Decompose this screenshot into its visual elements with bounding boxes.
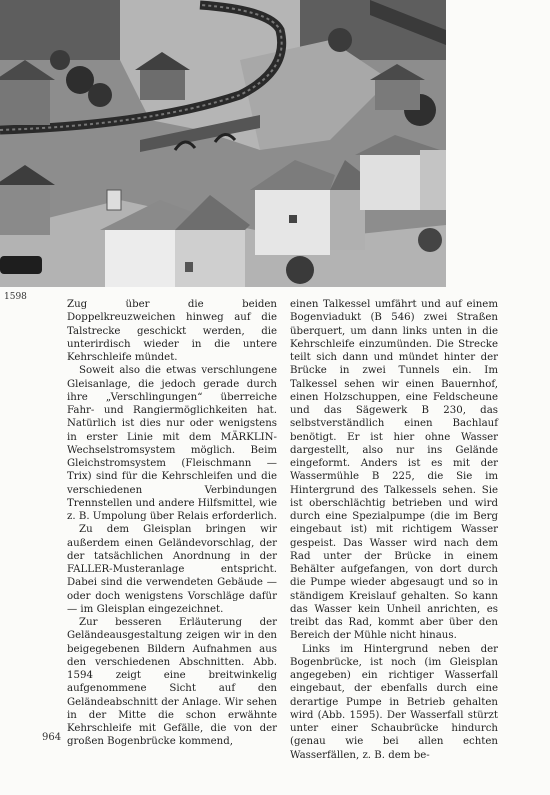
right-text-column (290, 298, 498, 762)
paragraph: Zug über die beiden Doppelkreuzweichen hinweg auf die Talstrecke geschickt werden, die unterirdisch wieder in die untere Kehrschleife mündet. (67, 299, 277, 363)
paragraph: einen Talkessel umfährt und auf einem Bogenviadukt (B 546) zwei Straßen überquert, um dann links unten in die Kehrschleife einzumünden. Die Strecke teilt sich dann und mündet hinter der Brücke in zwei Tunnels ein. Im Talkessel sehen wir einen Bauernhof, einen Holzschuppen, eine Feldscheune und das Sägewerk B 230, das selbstverständlich einen Bachlauf benötigt. Er ist hier ohne Wasser dargestellt, also nur ins Gelände eingeformt. Anders ist es mit der Wassermühle B 225, die Sie im Hintergrund des Talkessels sehen. Sie ist oberschlächtig betrieben und wird durch eine Spezialpumpe (die im Berg eingebaut ist) mit richtigem Wasser gespeist. Das Wasser wird nach dem Rad unter der Brücke in einem Behälter aufgefangen, von dort durch die Pumpe wieder abgesaugt und so in ständigem Kreislauf gehalten. So kann das Wasser kein Unheil anrichten, es treibt das Rad, kommt aber über den Bereich der Mühle nicht hinaus. (290, 299, 498, 642)
model-railway-photo (0, 0, 446, 287)
paragraph: Soweit also die etwas verschlungene Gleisanlage, die jedoch gerade durch ihre „Verschlingungen“ überreiche Fahr- und Rangiermöglichkeiten hat. Natürlich ist dies nur oder wenigstens in erster Linie mit dem MÄRKLIN-Wechselstromsystem möglich. Beim Gleichstromsystem (Fleischmann — Trix) sind für die Kehrschleifen und die verschiedenen Verbindungen Trennstellen und andere Hilfsmittel, wie z. B. Umpolung über Relais erforderlich. (67, 365, 277, 522)
paragraph: Zur besseren Erläuterung der Geländeausgestaltung zeigen wir in den beigegebenen Bildern Aufnahmen aus den verschiedenen Abschnitten. Abb. 1594 zeigt eine breitwinkelig aufgenommene Sicht auf den Geländeabschnitt der Anlage. Wir sehen in der Mitte die schon erwähnte Kehrschleife mit Gefälle, die von der großen Bogenbrücke kommend, (67, 617, 277, 748)
paragraph: Zu dem Gleisplan bringen wir außerdem einen Geländevorschlag, der der tatsächlichen Anordnung in der FALLER-Musteranlage entspricht. Dabei sind die verwendeten Gebäude — oder doch wenigstens Vorschläge dafür — im Gleisplan eingezeichnet. (67, 524, 277, 615)
paragraph: Links im Hintergrund neben der Bogenbrücke, ist noch (im Gleisplan angegeben) ein richtiger Wasserfall eingebaut, der ebenfalls durch eine derartige Pumpe in Betrieb gehalten wird (Abb. 1595). Der Wasserfall stürzt unter einer Schaubrücke hindurch (genau wie bei allen echten Wasserfällen, z. B. dem be- (290, 643, 498, 761)
left-text-column (67, 298, 277, 749)
page-number: 964 (42, 732, 62, 743)
figure-number: 1598 (4, 292, 27, 302)
